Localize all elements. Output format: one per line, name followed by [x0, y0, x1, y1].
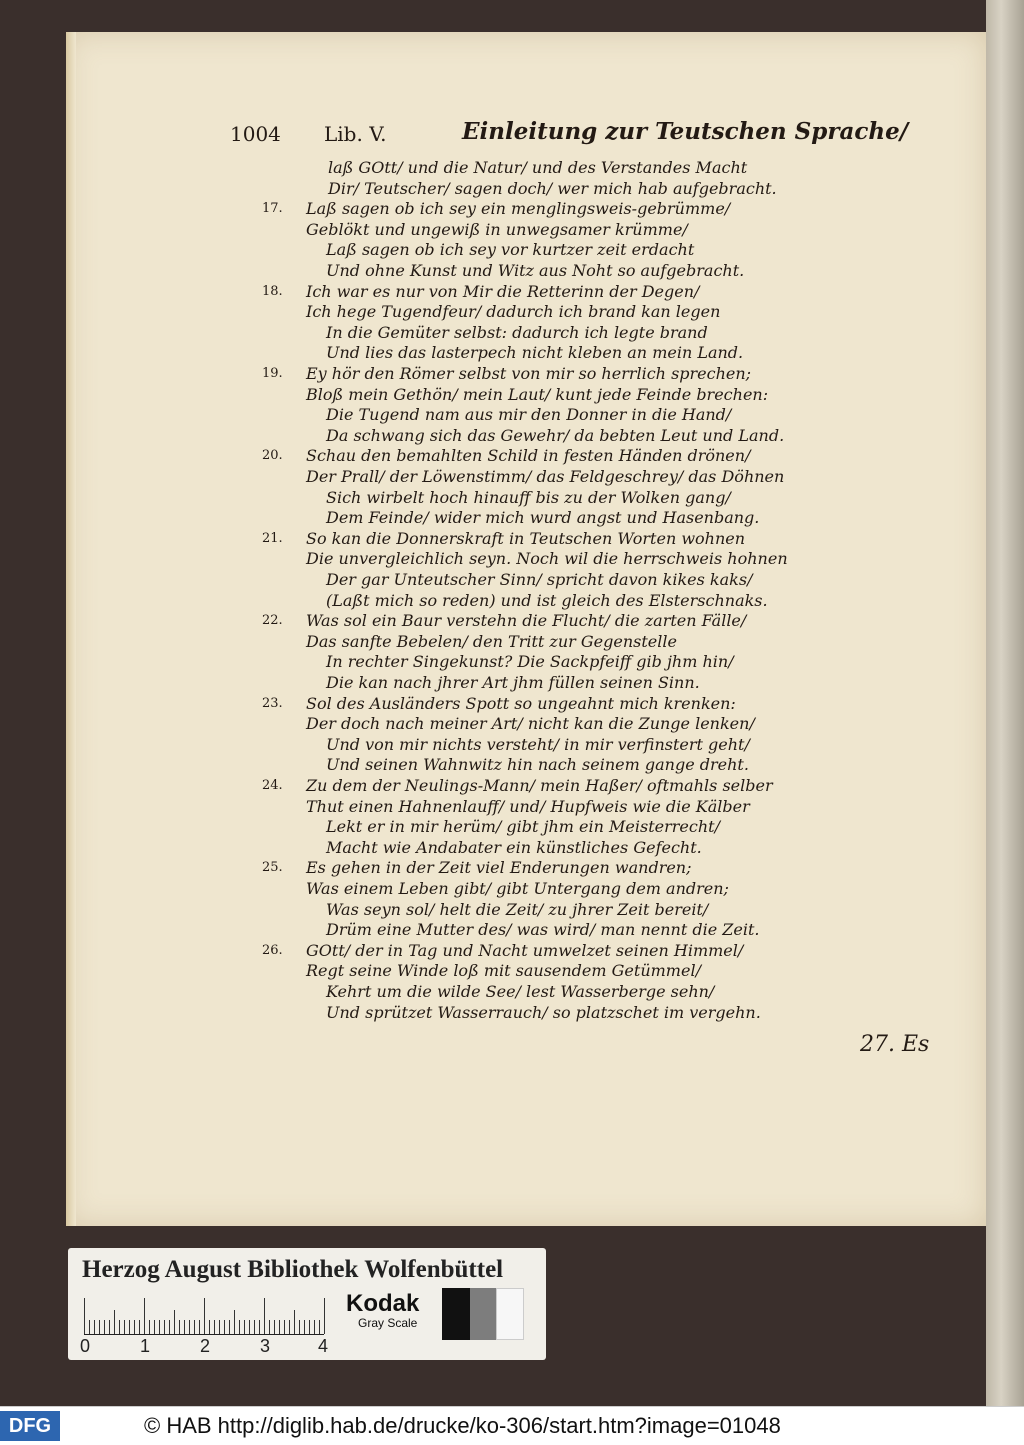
verse-line: Laß sagen ob ich sey vor kurtzer zeit erdacht: [326, 240, 695, 260]
ruler-tick: [109, 1320, 110, 1334]
ruler-tick: [289, 1320, 290, 1334]
verse-line: Dir/ Teutscher/ sagen doch/ wer mich hab aufgebracht.: [328, 178, 777, 198]
verse-line: So kan die Donnerskraft in Teutschen Worten wohnen: [306, 528, 746, 548]
ruler-tick: [309, 1320, 310, 1334]
ruler-number: 4: [318, 1336, 329, 1356]
verse-number: 18.: [262, 283, 283, 299]
page-number: 1004: [230, 122, 281, 146]
ruler-tick: [94, 1320, 95, 1334]
ruler-tick: [284, 1320, 285, 1334]
verse-line: Laß sagen ob ich sey ein menglingsweis-gebrümme/: [306, 199, 731, 219]
ruler-tick: [99, 1320, 100, 1334]
verse-line: Drüm eine Mutter des/ was wird/ man nennt die Zeit.: [326, 920, 760, 940]
catchword: 27. Es: [860, 1032, 930, 1057]
verse-line: Und sprützet Wasserrauch/ so platzschet im vergehn.: [326, 1002, 761, 1022]
verse-line: Das sanfte Bebelen/ den Tritt zur Gegenstelle: [306, 631, 677, 651]
copyright-link[interactable]: © HAB http://diglib.hab.de/drucke/ko-306/start.htm?image=01048: [144, 1413, 781, 1438]
ruler-tick: [269, 1320, 270, 1334]
ruler-tick: [184, 1320, 185, 1334]
ruler-tick: [89, 1320, 90, 1334]
verse-line: Ey hör den Römer selbst von mir so herrlich sprechen;: [306, 364, 752, 383]
verse-line: Und von mir nichts versteht/ in mir verfinstert geht/: [326, 734, 750, 754]
verse-line: Die unvergleichlich seyn. Noch wil die herrschweis hohnen: [306, 549, 788, 569]
verse-line: Und ohne Kunst und Witz aus Noht so aufgebracht.: [326, 261, 745, 280]
verse-line: In die Gemüter selbst: dadurch ich legte brand: [326, 322, 708, 342]
ruler-tick: [324, 1298, 325, 1334]
verse-line: Geblökt und ungewiß in unwegsamer krümme/: [306, 219, 688, 239]
gray-swatch: [470, 1288, 496, 1340]
verse-line: Zu dem der Neulings-Mann/ mein Haßer/ oftmahls selber: [306, 776, 773, 795]
ruler-tick: [199, 1320, 200, 1334]
ruler-number: 2: [200, 1336, 211, 1356]
calibration-card: [68, 1248, 546, 1360]
verse-line: Und lies das lasterpech nicht kleben an mein Land.: [326, 343, 744, 363]
ruler-tick: [84, 1298, 85, 1334]
ruler-tick: [239, 1320, 240, 1334]
kodak-logo: Kodak: [346, 1290, 420, 1317]
verse-line: Die kan nach jhrer Art jhm füllen seinen Sinn.: [326, 673, 700, 692]
ruler-tick: [174, 1310, 175, 1334]
verse-number: 19.: [262, 366, 283, 381]
verse-line: Regt seine Winde loß mit sausendem Getümmel/: [306, 961, 701, 981]
verse-line: Der Prall/ der Löwenstimm/ das Feldgeschrey/ das Döhnen: [306, 467, 785, 486]
ruler-tick: [104, 1320, 105, 1334]
ruler-tick: [204, 1298, 205, 1334]
verse-line: Da schwang sich das Gewehr/ da bebten Leut und Land.: [326, 425, 785, 445]
ruler-tick: [124, 1320, 125, 1334]
running-title: Einleitung zur Teutschen Sprache/: [462, 118, 909, 145]
verse-line: Kehrt um die wilde See/ lest Wasserberge sehn/: [326, 982, 715, 1001]
ruler-tick: [144, 1298, 145, 1334]
ruler-tick: [219, 1320, 220, 1334]
ruler-tick: [259, 1320, 260, 1334]
verse-line: In rechter Singekunst? Die Sackpfeiff gib jhm hin/: [326, 652, 734, 672]
ruler-tick: [264, 1298, 265, 1334]
ruler-tick: [294, 1310, 295, 1334]
verse-line: Dem Feinde/ wider mich wurd angst und Hasenbang.: [326, 508, 760, 528]
ruler-number: 1: [140, 1336, 151, 1356]
verse-number: 20.: [262, 448, 283, 464]
scale-ruler: [84, 1294, 324, 1335]
verse-number: 26.: [262, 942, 283, 958]
verse-line: Der doch nach meiner Art/ nicht kan die Zunge lenken/: [306, 714, 755, 734]
verse-number: 17.: [262, 201, 283, 217]
verse-number: 22.: [262, 613, 283, 629]
ruler-tick: [319, 1320, 320, 1334]
verse-line: (Laßt mich so reden) und ist gleich des Elsterschnaks.: [326, 590, 768, 610]
gray-scale-label: Gray Scale: [358, 1316, 418, 1330]
verse-line: Es gehen in der Zeit viel Enderungen wandren;: [306, 858, 692, 878]
verse-number: 24.: [262, 778, 283, 793]
black-swatch: [442, 1288, 470, 1340]
library-name: Herzog August Bibliothek Wolfenbüttel: [82, 1256, 504, 1283]
book-spine: [986, 0, 1024, 1406]
book-label: Lib. V.: [324, 122, 387, 146]
verse-line: Ich hege Tugendfeur/ dadurch ich brand kan legen: [306, 302, 721, 322]
ruler-tick: [159, 1320, 160, 1334]
verse-line: Was sol ein Baur verstehn die Flucht/ die zarten Fälle/: [306, 611, 747, 631]
ruler-tick: [119, 1320, 120, 1334]
ruler-tick: [229, 1320, 230, 1334]
ruler-number: 0: [80, 1336, 91, 1356]
ruler-tick: [114, 1310, 115, 1334]
verse-line: Die Tugend nam aus mir den Donner in die Hand/: [326, 405, 732, 425]
ruler-tick: [189, 1320, 190, 1334]
verse-line: laß GOtt/ und die Natur/ und des Verstandes Macht: [328, 158, 748, 177]
ruler-tick: [304, 1320, 305, 1334]
verse-line: Sich wirbelt hoch hinauff bis zu der Wolken gang/: [326, 487, 731, 507]
ruler-tick: [249, 1320, 250, 1334]
verse-line: Ich war es nur von Mir die Retterinn der Degen/: [306, 281, 700, 301]
ruler-tick: [149, 1320, 150, 1334]
verse-line: Der gar Unteutscher Sinn/ spricht davon kikes kaks/: [326, 570, 753, 589]
verse-line: Thut einen Hahnenlauff/ und/ Hupfweis wie die Kälber: [306, 796, 750, 816]
ruler-tick: [129, 1320, 130, 1334]
verse-number: 21.: [262, 530, 283, 546]
verse-line: Und seinen Wahnwitz hin nach seinem gange dreht.: [326, 755, 749, 775]
dfg-logo: DFG: [0, 1411, 60, 1441]
page-edge: [66, 32, 76, 1226]
ruler-tick: [154, 1320, 155, 1334]
ruler-number: 3: [260, 1336, 271, 1356]
verse-number: 23.: [262, 695, 283, 711]
verse-line: Was seyn sol/ helt die Zeit/ zu jhrer Zeit bereit/: [326, 899, 709, 919]
ruler-tick: [164, 1320, 165, 1334]
ruler-tick: [299, 1320, 300, 1334]
ruler-tick: [209, 1320, 210, 1334]
ruler-tick: [224, 1320, 225, 1334]
verse-line: Schau den bemahlten Schild in festen Händen drönen/: [306, 446, 751, 466]
ruler-tick: [179, 1320, 180, 1334]
verse-line: Bloß mein Gethön/ mein Laut/ kunt jede Feinde brechen:: [306, 384, 769, 404]
ruler-tick: [254, 1320, 255, 1334]
verse-line: Macht wie Andabater ein künstliches Gefecht.: [326, 837, 702, 857]
footer-bar: [0, 1406, 1024, 1445]
verse-line: GOtt/ der in Tag und Nacht umwelzet seinen Himmel/: [306, 940, 744, 960]
verse-line: Lekt er in mir herüm/ gibt jhm ein Meisterrecht/: [326, 817, 720, 837]
ruler-tick: [274, 1320, 275, 1334]
ruler-tick: [279, 1320, 280, 1334]
ruler-tick: [244, 1320, 245, 1334]
ruler-tick: [234, 1310, 235, 1334]
ruler-tick: [134, 1320, 135, 1334]
ruler-tick: [169, 1320, 170, 1334]
ruler-tick: [194, 1320, 195, 1334]
white-swatch: [496, 1288, 524, 1340]
ruler-tick: [314, 1320, 315, 1334]
verse-number: 25.: [262, 860, 283, 876]
verse-line: Sol des Ausländers Spott so ungeahnt mich krenken:: [306, 693, 736, 713]
ruler-tick: [139, 1320, 140, 1334]
ruler-tick: [214, 1320, 215, 1334]
verse-line: Was einem Leben gibt/ gibt Untergang dem andren;: [306, 879, 729, 898]
